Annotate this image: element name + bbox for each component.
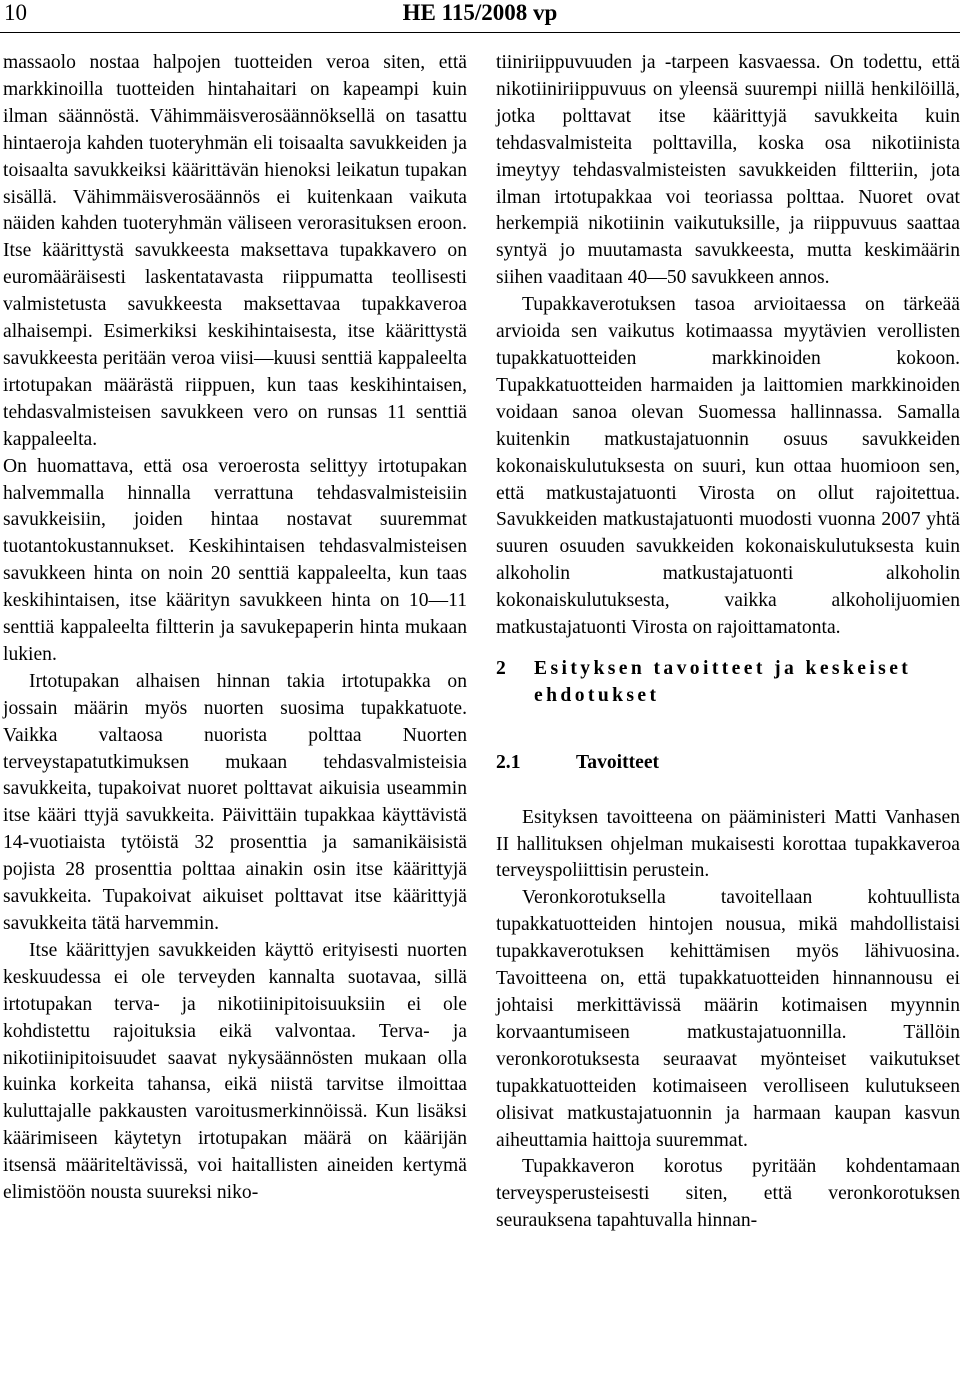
paragraph: Irtotupakan alhaisen hinnan takia irtotupakka on jossain määrin myös nuorten suosima tupakkatuote. Vaikka valtaosa nuorista polttaa Nuorten terveystapatutkimuksen mukaan tehdasvalmisteisia savukkeita, tupakoivat nuoret polttavat aikuisia useammin itse kääri ttyjä savukkeita. Päivittäin tupakkaa käyttävistä 14-vuotiaista tytöistä 32 prosenttia ja samanikäisistä pojista 28 prosenttia polttaa ainakin osin itse käärittyjä savukkeita. Tupakoivat aikuiset polttavat itse käärittyjä savukkeita tätä harvemmin. xyxy=(3,670,467,934)
subsection-title: Tavoitteet xyxy=(576,751,660,773)
section-title: Esityksen tavoitteet ja keskeiset ehdotukset xyxy=(534,657,912,706)
subsection-number: 2.1 xyxy=(496,751,521,773)
paragraph: Itse käärittyjen savukkeiden käyttö erityisesti nuorten keskuudessa ei ole terveyden kannalta suotavaa, sillä irtotupakan terva- ja nikotiinipitoisuuksiin ei ole kohdistettu rajoituksia eikä valvontaa. Terva- ja nikotiinipitoisuudet saavat nykysäännösten mukaan olla kuinka korkeita tahansa, eikä niistä tarvitse ilmoittaa kuluttajalle pakkausten varoitusmerkinnöissä. Kun lisäksi käärimiseen käytetyn irtotupakan määrä on käärijän itsensä määriteltävissä, voi haitallisten aineiden kertymä elimistöön nousta suureksi niko- xyxy=(3,939,467,1204)
document-id: HE 115/2008 vp xyxy=(402,0,558,25)
paragraph: massaolo nostaa halpojen tuotteiden veroa siten, että markkinoilla tuotteiden hintahaitari on kapeampi kuin ilman säännöstä. Vähimmäisverosäännöksellä on tasattu hintaeroja kahden tuoteryhmän eli toisaalta savukkeiden ja toisaalta savukkeiksi käärittävän hienoksi leikatun tupakan sisällä. Vähimmäisverosäännös ei kuitenkaan vaikuta näiden kahden tuoteryhmän väliseen verorasituksen eroon. Itse käärittystä savukkeesta maksettava tupakkavero on euromääräisesti laskentatavasta riippumatta teollisesti valmistetusta savukkeesta maksettavaa tupakkaveroa alhaisempi. Esimerkiksi keskihintaisesta, itse käärittystä savukkeesta peritään veroa viisi—kuusi senttiä kappaleelta irtotupakan määrästä riippuen, kun taas keskihintaisen, tehdasvalmisteisen savukkeen vero on runsas 11 senttiä kappaleelta. xyxy=(3,52,467,450)
section-number: 2 xyxy=(496,657,506,679)
paragraph: On huomattava, että osa veroerosta selittyy irtotupakan halvemmalla hinnalla verrattuna tehdasvalmisteisiin savukkeisiin, joiden hintaa nostavat suuremmat tuotantokustannukset. Keskihintaisen tehdasvalmisteisen savukkeen hinta on noin 20 senttiä kappaleelta, kun taas keskihintaisen, itse käärityn savukkeen hinta on 10—11 senttiä kappaleelta filtterin ja savukepaperin hinta mukaan lukien. xyxy=(3,455,467,665)
paragraph: Tupakkaveron korotus pyritään kohdentamaan terveysperusteisesti siten, että veronkorotuksen seurauksena tapahtuvalla hinnan- xyxy=(496,1156,960,1232)
left-column xyxy=(3,50,467,1207)
paragraph: Tupakkaverotuksen tasoa arvioitaessa on tärkeää arvioida sen vaikutus kotimaassa myytävien verollisten tupakkatuotteiden markkinoiden kokoon. Tupakkatuotteiden harmaiden ja laittomien markkinoiden voidaan sanoa olevan Suomessa hallinnassa. Samalla kuitenkin matkustajatuonnin osuus savukkeiden kokonaiskulutuksesta on suuri, kun ottaa huomioon sen, että matkustajatuonti Virosta on ollut rajoitettua. Savukkeiden matkustajatuonti muodosti vuonna 2007 yhtä suuren osuuden savukkeiden kokonaiskulutuksesta kuin alkoholin matkustajatuonti alkoholin kokonaiskulutuksesta, vaikka alkoholijuomien matkustajatuonti Virosta on rajoittamatonta. xyxy=(496,294,960,639)
section-heading xyxy=(496,656,960,710)
subsection-heading xyxy=(496,750,960,777)
page-number: 10 xyxy=(4,0,27,25)
paragraph: Veronkorotuksella tavoitellaan kohtuullista tupakkatuotteiden hintojen nousua, mikä mahdollistaisi tupakkaverotuksen kehittämisen myös lähivuosina. Tavoitteena on, että tupakkatuotteiden hinnannousu ei johtaisi merkittävissä määrin kotimaisen myynnin korvaantumiseen matkustajatuonnilla. Tällöin veronkorotuksesta seuraavat myönteiset vaikutukset tupakkatuotteiden kotimaiseen verolliseen kulutukseen olisivat matkustajatuonnin ja harmaan kaupan kasvun aiheuttamia haittoja suuremmat. xyxy=(496,887,960,1151)
paragraph: tiiniriippuvuuden ja -tarpeen kasvaessa. On todettu, että nikotiiniriippuvuus on yleensä suurempi niillä henkilöillä, jotka polttavat itse käärittyjä savukkeita kuin tehdasvalmisteita polttavilla, koska osa nikotiinista imeytyy tehdasvalmisteisten savukkeiden filtteriin, jota ilman irtotupakkaa voi teoriassa polttaa. Nuoret ovat herkempiä nikotiinin vaikutuksille, ja riippuvuus saattaa syntyä jo muutamasta savukkeesta, mutta keskimäärin siihen vaaditaan 40—50 savukkeen annos. xyxy=(496,52,960,289)
right-column xyxy=(496,50,960,1235)
header-divider xyxy=(0,32,960,33)
paragraph: Esityksen tavoitteena on pääministeri Matti Vanhasen II hallituksen ohjelman mukaisesti korottaa tupakkaveroa terveyspoliittisin perustein. xyxy=(496,806,960,882)
